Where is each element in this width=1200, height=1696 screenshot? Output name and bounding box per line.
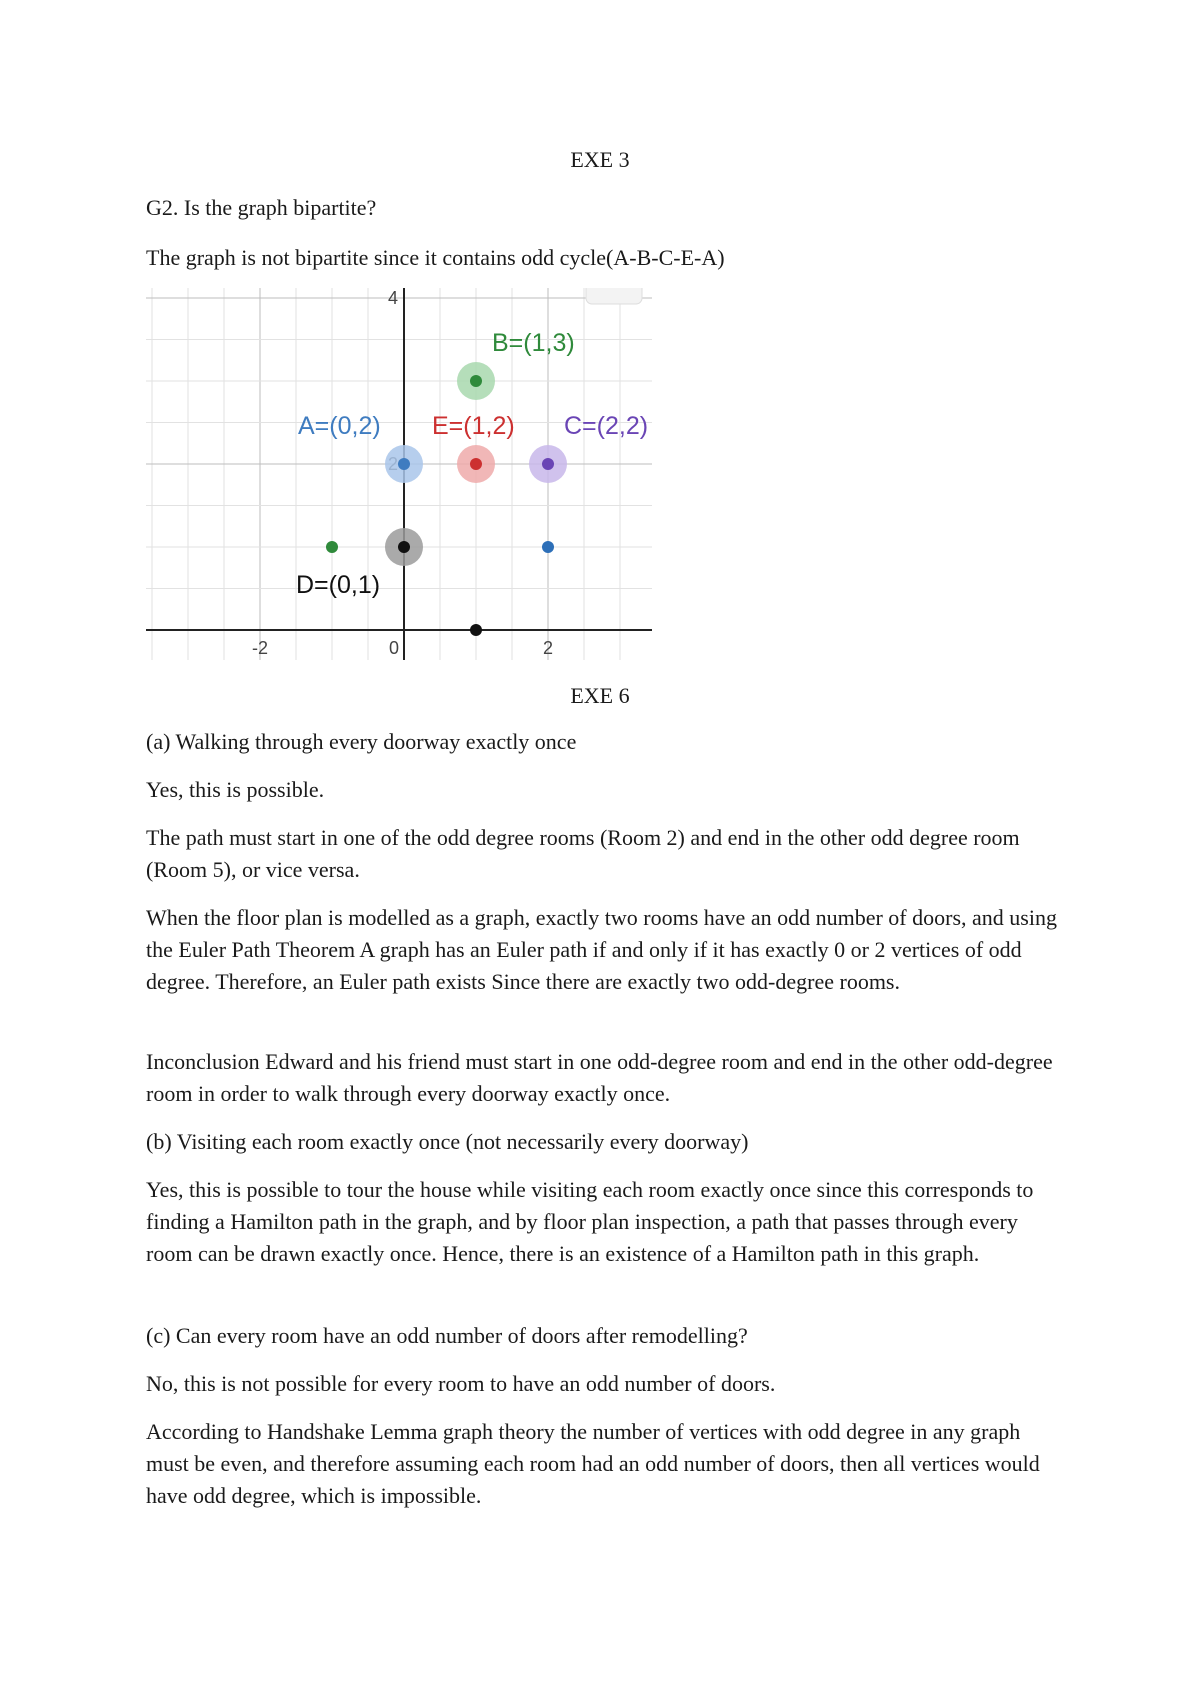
exe6-a-answer: Yes, this is possible. [146,777,325,802]
exe3-heading: EXE 3 [570,147,630,172]
plain-point [326,541,338,553]
point-label-a: A=(0,2) [298,412,381,440]
exe3-answer: The graph is not bipartite since it contains odd cycle(A-B-C-E-A) [146,245,725,270]
point-c [542,458,554,470]
point-label-c: C=(2,2) [564,412,649,440]
point-label-e: E=(1,2) [432,412,515,440]
graph-toolbar-stub [586,288,642,304]
exe6-a-paragraph-1: The path must start in one of the odd degree rooms (Room 2) and end in the other odd degree room (Room 5), or vice versa. [146,825,1020,882]
point-d [398,541,410,553]
exe6-b-answer: Yes, this is possible to tour the house while visiting each room exactly once since this corresponds to finding a Hamilton path in the graph, and by floor plan inspection, a path that passes through every room can be drawn exactly once. Hence, there is an existence of a Hamilton path in this graph. [146,1177,1034,1266]
point-e [470,458,482,470]
point-b [470,375,482,387]
exe6-a-paragraph-2: When the floor plan is modelled as a graph, exactly two rooms have an odd number of doors, and using the Euler Path Theorem A graph has an Euler path if and only if it has exactly 0 or 2 vertices of odd degree. Therefore, an Euler path exists Since there are exactly two odd-degree rooms. [146,905,1057,994]
exe6-a-paragraph-3: Inconclusion Edward and his friend must start in one odd-degree room and end in the other odd-degree room in order to walk through every doorway exactly once. [146,1049,1053,1106]
exe6-c-question: (c) Can every room have an odd number of doors after remodelling? [146,1323,748,1348]
x-tick-label: -2 [251,638,269,658]
plain-point [542,541,554,553]
point-label-d: D=(0,1) [296,571,381,599]
point-label-b: B=(1,3) [492,329,575,357]
point-a [398,458,410,470]
plain-point [470,624,482,636]
y-tick-label: 4 [387,288,398,308]
x-tick-label: 2 [542,638,554,658]
scatter-chart [146,288,652,660]
exe6-c-paragraph-1: According to Handshake Lemma graph theory the number of vertices with odd degree in any graph must be even, and therefore assuming each room had an odd number of doors, then all vertices would have odd degree, which is impossible. [146,1419,1040,1508]
x-tick-label: 0 [388,638,400,658]
exe6-b-question: (b) Visiting each room exactly once (not necessarily every doorway) [146,1129,749,1154]
exe3-question: G2. Is the graph bipartite? [146,195,377,220]
exe6-heading: EXE 6 [570,683,630,708]
exe6-a-question: (a) Walking through every doorway exactly once [146,729,577,754]
graph-figure [146,288,652,660]
exe6-c-answer: No, this is not possible for every room to have an odd number of doors. [146,1371,776,1396]
